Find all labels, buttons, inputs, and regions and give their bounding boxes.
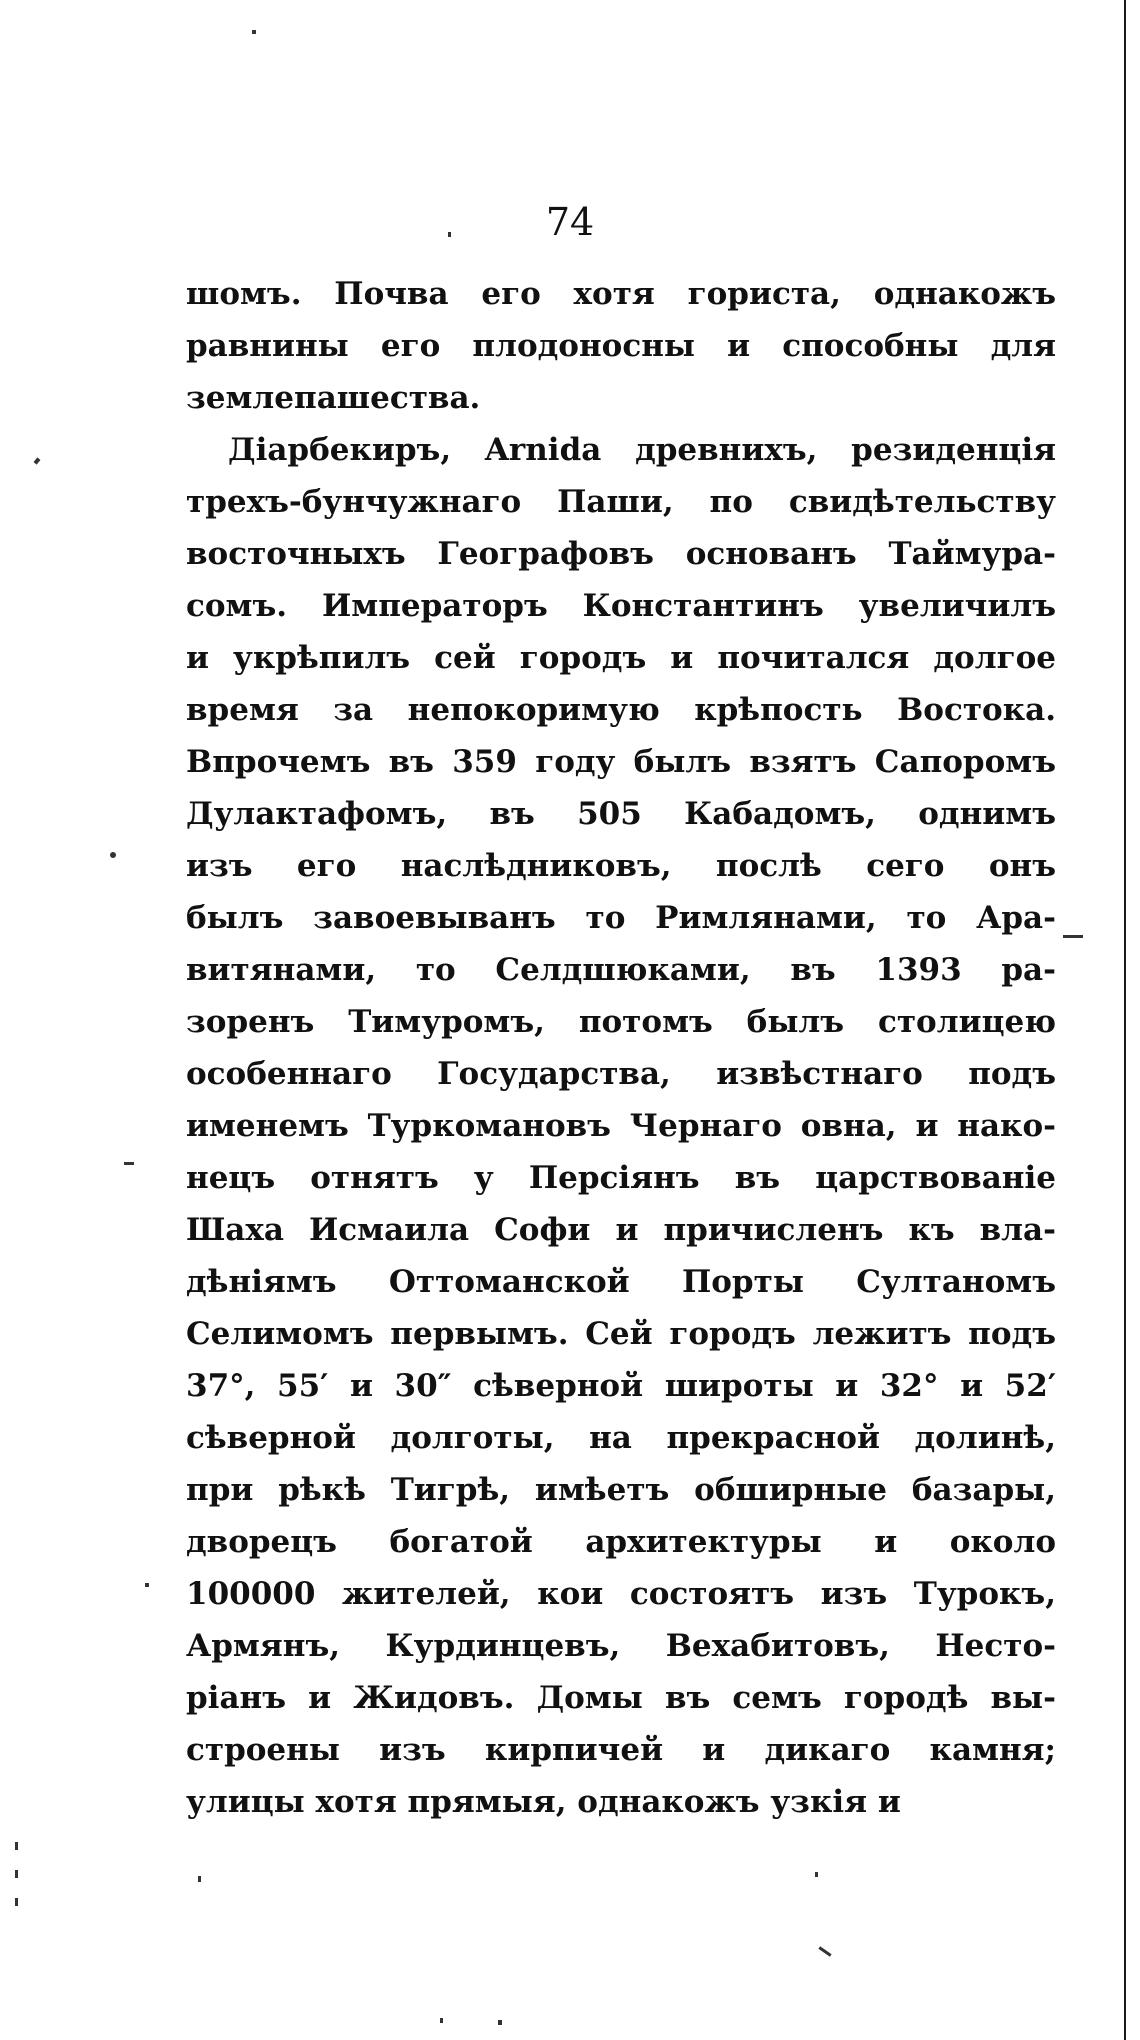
page-edge-line [1124, 0, 1126, 2040]
text-line: Впрочемъ въ 359 году былъ взятъ Сапоромъ [186, 744, 1056, 780]
text-line: Шаха Исмаила Софи и причисленъ къ вла- [186, 1212, 1056, 1248]
text-line: строены изъ кирпичей и дикаго камня; [186, 1732, 1056, 1768]
text-line: сѣверной долготы, на прекрасной долинѣ, [186, 1420, 1056, 1456]
text-line: былъ завоевыванъ то Римлянами, то Ара- [186, 900, 1056, 936]
scan-speck [815, 1872, 818, 1877]
scan-speck [15, 1870, 18, 1878]
scan-speck [34, 457, 41, 464]
text-line: Армянъ, Курдинцевъ, Вехабитовъ, Несто- [186, 1628, 1056, 1664]
text-line: изъ его наслѣдниковъ, послѣ сего онъ [186, 848, 1056, 884]
text-line: при рѣкѣ Тигрѣ, имѣетъ обширные базары, [186, 1472, 1056, 1508]
text-line: именемъ Туркомановъ Чернаго овна, и нако- [186, 1108, 1056, 1144]
text-line: зоренъ Тимуромъ, потомъ былъ столицею [186, 1004, 1056, 1040]
text-line: улицы хотя прямыя, однакожъ узкія и [186, 1784, 901, 1820]
text-line: 100000 жителей, кои состоятъ изъ Турокъ, [186, 1576, 1056, 1612]
scan-speck [15, 1898, 18, 1906]
text-line: шомъ. Почва его хотя гориста, однакожъ [186, 276, 1056, 312]
text-line: время за непокоримую крѣпость Востока. [186, 692, 1056, 728]
scan-speck [124, 1162, 134, 1165]
scan-speck [198, 1876, 201, 1882]
text-line: витянами, то Селдшюками, въ 1393 ра- [186, 952, 1056, 988]
text-line: равнины его плодоносны и способны для [186, 328, 1056, 364]
text-line: трехъ-бунчужнаго Паши, по свидѣтельству [186, 484, 1056, 520]
text-line: 37°, 55′ и 30″ сѣверной широты и 32° и 52′ [186, 1368, 1056, 1404]
text-line: ріанъ и Жидовъ. Домы въ семъ городѣ вы- [186, 1680, 1056, 1716]
body-text [186, 268, 1056, 1828]
text-line: и укрѣпилъ сей городъ и почитался долгое [186, 640, 1056, 676]
text-line: нецъ отнятъ у Персіянъ въ царствованіе [186, 1160, 1056, 1196]
text-line: Селимомъ первымъ. Сей городъ лежитъ подъ [186, 1316, 1056, 1352]
scan-speck [818, 1946, 831, 1956]
text-line: сомъ. Императоръ Константинъ увеличилъ [186, 588, 1056, 624]
scan-speck [145, 1583, 149, 1587]
text-line: землепашества. [186, 380, 481, 416]
text-line: дѣніямъ Оттоманской Порты Султаномъ [186, 1264, 1056, 1300]
text-line: Дулактафомъ, въ 505 Кабадомъ, однимъ [186, 796, 1056, 832]
scan-speck [440, 2018, 443, 2023]
text-line: Діарбекиръ, Arnida древнихъ, резиденція [228, 432, 1056, 468]
scan-speck [252, 30, 256, 34]
text-line: дворецъ богатой архитектуры и около [186, 1524, 1056, 1560]
scan-speck [15, 1842, 18, 1850]
text-line: восточныхъ Географовъ основанъ Таймура- [186, 536, 1056, 572]
text-line: особеннаго Государства, извѣстнаго подъ [186, 1056, 1056, 1092]
scan-speck [498, 2020, 502, 2025]
page-number: 74 [545, 200, 595, 244]
scan-speck [110, 852, 116, 858]
scan-speck [1063, 935, 1083, 938]
scan-speck [448, 232, 451, 237]
